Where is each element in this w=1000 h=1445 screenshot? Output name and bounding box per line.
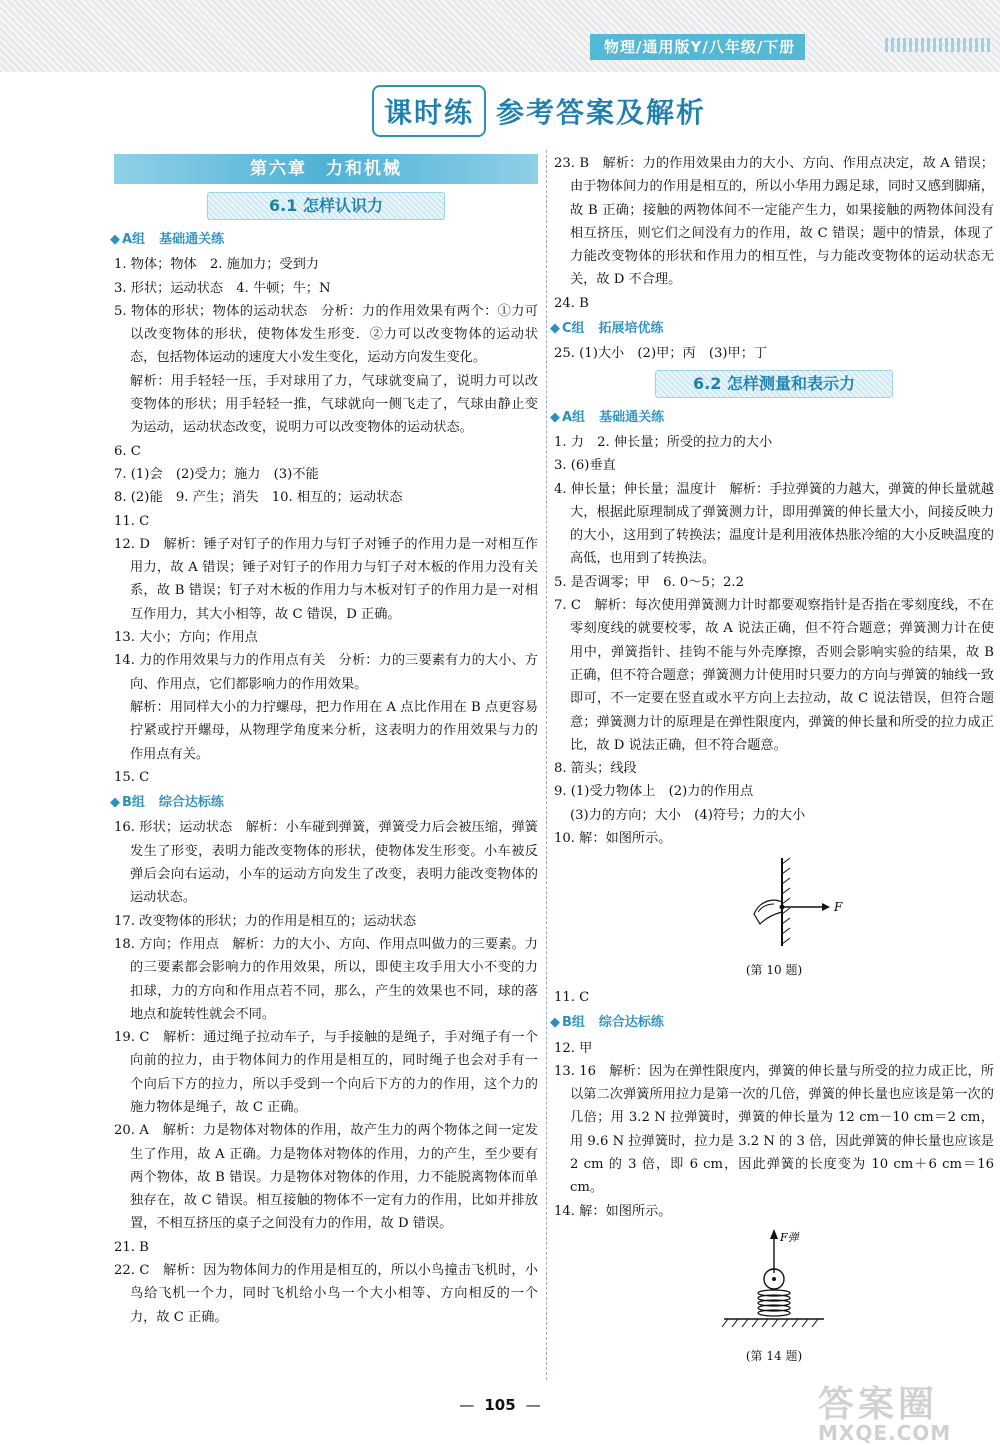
group-c-heading: ◆ C组 拓展培优练 xyxy=(550,321,664,337)
answer-explanation: 解析：用手轻轻一压，手对球用了力，气球就变扁了，说明力可以改变物体的形状；用手轻轻一推，气球就向一侧飞走了，气球由静止变为运动，运动状态改变，说明力可以改变物体的运动状态。 xyxy=(130,373,538,436)
answer-item: 6. C xyxy=(114,443,141,459)
group-b-heading: ◆ B组 综合达标练 xyxy=(550,1015,664,1031)
page-banner xyxy=(372,86,706,136)
answer-item: 13. 大小；方向；作用点 xyxy=(114,630,258,646)
diamond-icon: ◆ xyxy=(110,232,120,247)
answer-item: 20. A 解析：力是物体对物体的作用，故产生力的两个物体之间一定发生了作用，故 A 正确。力是物体对物体的作用，力的产生，至少要有两个物体，故 B 错误。力是物体对物体的作用，力不能脱离物体而单独存在，故 C 错误。相互接触的物体不一定有力的作用，比如并排放置，不相互挤压的桌子之间没有力的作用，故 D 错误。 xyxy=(114,1123,538,1232)
answer-item: 21. B xyxy=(114,1239,149,1255)
column-divider xyxy=(546,150,547,1380)
answer-item: 24. B xyxy=(554,295,589,311)
chapter-title: 第六章 力和机械 xyxy=(114,154,538,184)
answer-item: 14. 解：如图所示。 xyxy=(554,1203,672,1219)
section-title-6-1: 6.1 怎样认识力 xyxy=(207,192,445,220)
figure-14 xyxy=(554,1227,994,1369)
group-b-heading: ◆ B组 综合达标练 xyxy=(110,795,224,811)
answer-item: 5. 物体的形状；物体的运动状态 分析：力的作用效果有两个：①力可以改变物体的形状，使物体发生形变．②力可以改变物体的运动状态，包括物体运动的速度大小发生变化，运动方向发生变化。 xyxy=(114,303,538,366)
answer-item: 13. 16 解析：因为在弹性限度内，弹簧的伸长量与所受的拉力成正比，所以第二次弹簧所用拉力是第一次的几倍，弹簧的伸长量也应该是第一次的几倍；用 3.2 N 拉弹簧时，弹簧的伸长量为 12 cm－10 cm＝2 cm，用 9.6 N 拉弹簧时，拉力是 3.2 N 的 3 倍，因此弹簧的伸长量也应该是 2 cm 的 3 倍，即 6 cm，因此弹簧的长度变为 10 cm＋6 cm＝16 cm。 xyxy=(554,1063,994,1196)
answer-item: 17. 改变物体的形状；力的作用是相互的；运动状态 xyxy=(114,913,417,929)
answer-item: (3)力的方向；大小 (4)符号；力的大小 xyxy=(570,807,806,823)
watermark-logo: 答案圈 MXQE.COM xyxy=(818,1384,952,1445)
spring-force-label: F弹 xyxy=(780,1230,799,1244)
answer-item: 3. (6)垂直 xyxy=(554,458,616,474)
answer-explanation: 解析：用同样大小的力拧螺母，把力作用在 A 点比作用在 B 点更容易拧紧或拧开螺母，从物理学角度来分析，这表明力的作用效果与力的作用点有关。 xyxy=(130,699,538,762)
answer-item: 5. 是否调零；甲 6. 0～5；2.2 xyxy=(554,574,744,590)
answer-item: 16. 形状；运动状态 解析：小车碰到弹簧，弹簧受力后会被压缩，弹簧发生了形变，表明力能改变物体的形状，使物体发生形变。小车被反弹后会向右运动，小车的运动方向发生了改变，表明力能改变物体的运动状态。 xyxy=(114,820,538,906)
answer-item: 11. C xyxy=(554,989,590,1005)
answer-item: 9. (1)受力物体上 (2)力的作用点 xyxy=(554,784,754,800)
figure-caption: (第 14 题) xyxy=(745,1349,803,1364)
answer-item: 7. C 解析：每次使用弹簧测力计时都要观察指针是否指在零刻度线，不在零刻度线的就要校零，故 A 说法正确，但不符合题意；弹簧测力计在使用中，弹簧指针、挂钩不能与外壳摩擦，否则会影响实验的结果，故 B 正确，但不符合题意；弹簧测力计使用时只要力的方向与弹簧的轴线一致即可，不一定要在竖直或水平方向上去拉动，故 C 说法错误，但符合题意；弹簧测力计的原理是在弹性限度内，弹簧的伸长量和所受的拉力成正比，故 D 说法正确，但不符合题意。 xyxy=(554,598,994,753)
banner-box: 课时练 xyxy=(372,85,486,137)
answer-item: 11. C xyxy=(114,513,150,529)
right-column xyxy=(550,152,994,1372)
answer-item: 12. D 解析：锤子对钉子的作用力与钉子对锤子的作用力是一对相互作用力，故 A 错误；锤子对钉子的作用力与钉子对木板的作用力没有关系，故 B 错误；钉子对木板的作用力与木板对钉子的作用力是一对相互作用力，其大小相等，故 C 错误，D 正确。 xyxy=(114,536,538,622)
answer-item: 19. C 解析：通过绳子拉动车子，与手接触的是绳子，手对绳子有一个向前的拉力，由于物体间力的作用是相互的，同时绳子也会对手有一个向后下方的拉力，所以手受到一个向后下方的力的作用，这个力的施力物体是绳子，故 C 正确。 xyxy=(114,1030,538,1115)
spring-force-diagram xyxy=(704,1227,844,1337)
left-column xyxy=(110,150,538,1329)
answer-item: 22. C 解析：因为物体间力的作用是相互的，所以小鸟撞击飞机时，小鸟给飞机一个力，同时飞机给小鸟一个大小相等、方向相反的一个力，故 C 正确。 xyxy=(114,1263,538,1325)
answer-item: 1. 力 2. 伸长量；所受的拉力的大小 xyxy=(554,434,773,450)
answer-item: 8. 箭头；线段 xyxy=(554,761,637,777)
group-a-heading: ◆ A组 基础通关练 xyxy=(110,232,225,247)
diamond-icon: ◆ xyxy=(550,1015,560,1031)
answer-item: 3. 形状；运动状态 4. 牛顿；牛；N xyxy=(114,280,331,296)
group-a-heading: ◆ A组 基础通关练 xyxy=(550,409,665,425)
breadcrumb-decoration xyxy=(885,38,990,52)
answer-item: 25. (1)大小 (2)甲；丙 (3)甲；丁 xyxy=(554,346,768,362)
page-number: — 105 — xyxy=(459,1396,541,1414)
answer-item: 14. 力的作用效果与力的作用点有关 分析：力的三要素有力的大小、方向、作用点，它们都影响力的作用效果。 xyxy=(114,653,538,692)
diamond-icon: ◆ xyxy=(550,409,560,425)
section-title-6-2: 6.2 怎样测量和表示力 xyxy=(655,370,893,398)
breadcrumb: 物理/通用版Y/八年级/下册 xyxy=(590,34,805,60)
force-label: F xyxy=(834,900,843,915)
diamond-icon: ◆ xyxy=(550,321,560,337)
wall-force-diagram xyxy=(704,854,844,950)
answer-item: 1. 物体；物体 2. 施加力；受到力 xyxy=(114,257,319,273)
answer-item: 18. 方向；作用点 解析：力的大小、方向、作用点叫做力的三要素。力的三要素都会影响力的作用效果，所以，即使主攻手用大小不变的力扣球，力的方向和作用点若不同，那么，产生的效果也不同，球的落地点和旋转性就会不同。 xyxy=(114,936,538,1022)
answer-item: 7. (1)会 (2)受力；施力 (3)不能 xyxy=(114,466,319,482)
figure-10 xyxy=(554,854,994,982)
answer-item: 12. 甲 xyxy=(554,1040,593,1056)
banner-title: 参考答案及解析 xyxy=(496,96,707,129)
answer-item: 23. B 解析：力的作用效果由力的大小、方向、作用点决定，故 A 错误；由于物体间力的作用是相互的，所以小华用力踢足球，同时又感到脚痛，故 B 正确；接触的两物体间不一定能产生力，如果接触的两物体间没有相互挤压，则它们之间没有力的作用，故 C 错误；题中的情景，体现了力能改变物体的形状和作用力的相互性，与力能改变物体的运动状态无关，故 D 不合理。 xyxy=(554,156,994,288)
answer-item: 8. (2)能 9. 产生；消失 10. 相互的；运动状态 xyxy=(114,490,403,506)
figure-caption: (第 10 题) xyxy=(745,962,803,977)
diamond-icon: ◆ xyxy=(110,795,120,811)
answer-item: 4. 伸长量；伸长量；温度计 解析：手拉弹簧的力越大，弹簧的伸长量就越大，根据此原理制成了弹簧测力计，即用弹簧的伸长量大小，间接反映力的大小，这用到了转换法；温度计是利用液体热胀冷缩的大小反映温度的高低，也用到了转换法。 xyxy=(554,481,994,567)
answer-item: 15. C xyxy=(114,769,150,785)
answer-item: 10. 解：如图所示。 xyxy=(554,831,672,847)
top-band xyxy=(0,0,1000,72)
